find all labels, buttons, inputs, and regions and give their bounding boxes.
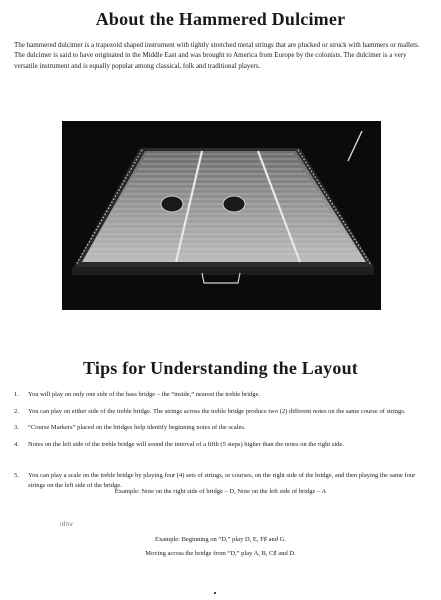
- example-text: Example: Note on the right side of bridge – D, Note on the left side of bridge – A: [114, 488, 327, 495]
- list-text: You can play on either side of the treble bridge. The strings across the treble bridge produce two (2) different notes on the same course of strings.: [28, 407, 406, 415]
- example-text: Moving across the bridge from “D,” play A, B, C♯ and D.: [145, 550, 296, 557]
- tips-list: [14, 390, 430, 499]
- list-number: 5.: [14, 472, 19, 480]
- page-title: About the Hammered Dulcimer: [95, 9, 346, 29]
- list-text: You can play a scale on the treble bridge by playing four (4) sets of strings, or courses, on the right side of the bridge, and then playing the same four strings on the left side of the bridge.: [28, 472, 416, 489]
- intro-paragraph: The hammered dulcimer is a trapezoid shaped instrument with tightly stretched metal strings that are plucked or struck with hammers or mallets. The dulcimer is said to have originated in the Middle East and was brought to America from Europe by the colonists. The dulcimer is a very versatile instrument and is equally popular among classical, folk and traditional players.: [14, 41, 420, 70]
- list-item: [14, 440, 430, 450]
- list-text: “Course Markers” placed on the bridges help identify beginning notes of the scales.: [28, 424, 246, 432]
- list-number: 3.: [14, 424, 19, 432]
- list-text: Notes on the left side of the treble bridge will sound the interval of a fifth (5 steps) higher than the notes on the right side.: [28, 440, 344, 448]
- page-mark: [214, 592, 216, 594]
- list-item: [14, 423, 430, 433]
- example-text: Example: Beginning on “D,” play D, E, F♯ and G.: [155, 536, 286, 543]
- list-number: 2.: [14, 407, 19, 415]
- list-text: You will play on only one side of the bass bridge – the “inside,” nearest the treble bridge.: [28, 391, 261, 398]
- section-title: Tips for Understanding the Layout: [83, 358, 358, 378]
- dulcimer-photo: [62, 121, 381, 310]
- list-number: 4.: [14, 440, 19, 448]
- list-item: [14, 390, 430, 400]
- list-item: [14, 407, 430, 417]
- watermark: idnv: [60, 521, 73, 528]
- list-number: 1.: [14, 391, 19, 398]
